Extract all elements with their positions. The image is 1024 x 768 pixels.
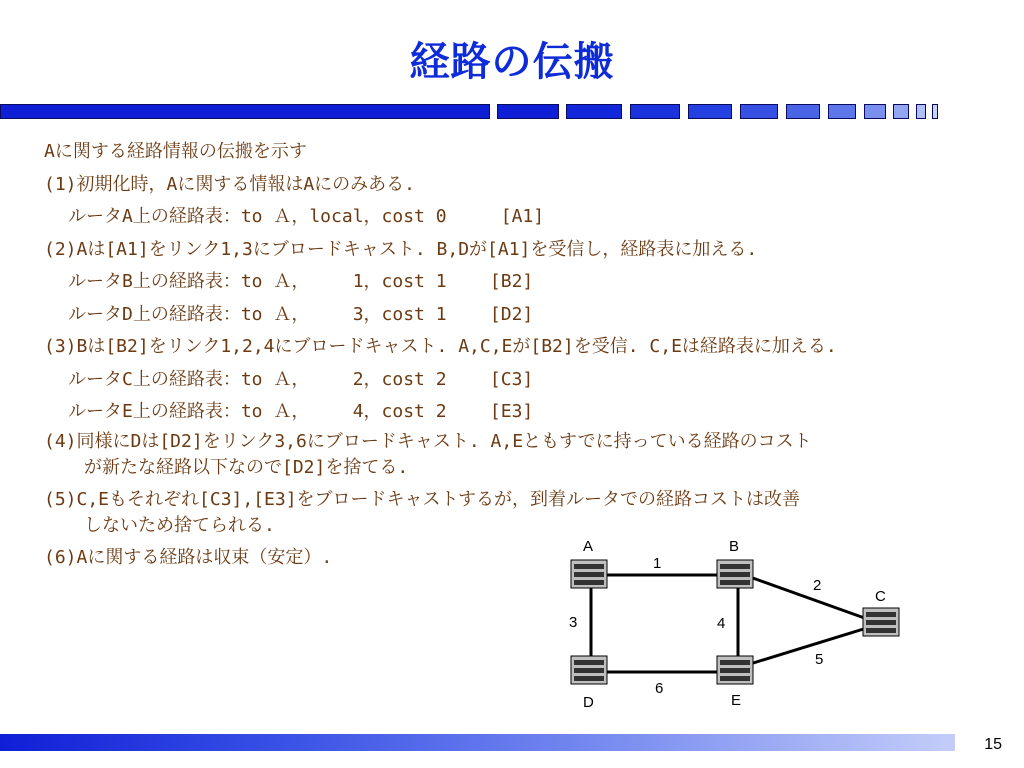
title-decoration-bar [0, 100, 1024, 122]
footer-gradient-bar [0, 734, 955, 751]
text-line: (1)初期化時，Aに関する情報はAにのみある. [44, 173, 416, 195]
routing-table-line: ルータC上の経路表：to Ａ， 2，cost 2 [C3] [68, 368, 534, 390]
node-label-D: D [583, 694, 594, 711]
router-E-icon [717, 656, 753, 684]
link-5 [750, 627, 870, 664]
text-line: (5)C,Eもそれぞれ[C3],[E3]をブロードキャストするが，到着ルータでの経路コストは改善 [44, 488, 801, 510]
text-line: (3)Bは[B2]をリンク1,2,4にブロードキャスト. A,C,Eが[B2]を受信. C,Eは経路表に加える. [44, 336, 837, 357]
text-line-continued: しないため捨てられる. [84, 514, 275, 536]
routing-table-line: ルータB上の経路表：to Ａ， 1，cost 1 [B2] [68, 271, 534, 292]
routing-table-line: ルータE上の経路表：to Ａ， 4，cost 2 [E3] [68, 401, 534, 422]
slide-title: 経路の伝搬 [409, 39, 615, 85]
link-label-2: 2 [813, 577, 822, 594]
text-line: (2)Aは[A1]をリンク1,3にブロードキャスト. B,Dが[A1]を受信し，経路表に加える. [44, 238, 758, 260]
slide-body [44, 136, 1004, 571]
node-label-C: C [875, 588, 886, 605]
router-A-icon [571, 560, 607, 588]
link-label-5: 5 [815, 651, 824, 668]
router-D-icon [571, 656, 607, 684]
router-B-icon [717, 560, 753, 588]
page-number: 15 [984, 736, 1002, 753]
node-label-B: B [729, 538, 740, 555]
text-line: Aに関する経路情報の伝搬を示す [44, 141, 307, 162]
link-label-4: 4 [717, 615, 726, 632]
link-label-1: 1 [653, 555, 662, 572]
link-label-3: 3 [569, 614, 578, 631]
text-line: (6)Aに関する経路は収束（安定）. [44, 546, 333, 568]
node-label-A: A [583, 538, 594, 555]
text-line: (4)同様にDは[D2]をリンク3,6にブロードキャスト. A,Eともすでに持っている経路のコスト [44, 430, 812, 452]
routing-table-line: ルータD上の経路表：to Ａ， 3，cost 1 [D2] [68, 303, 534, 325]
text-line-continued: が新たな経路以下なので[D2]を捨てる. [84, 456, 409, 478]
node-label-E: E [731, 692, 742, 709]
router-C-icon [863, 608, 899, 636]
network-diagram [545, 530, 925, 720]
link-label-6: 6 [655, 680, 664, 697]
routing-table-line: ルータA上の経路表：to Ａ，local，cost 0 [A1] [68, 206, 545, 227]
link-2 [750, 577, 870, 620]
